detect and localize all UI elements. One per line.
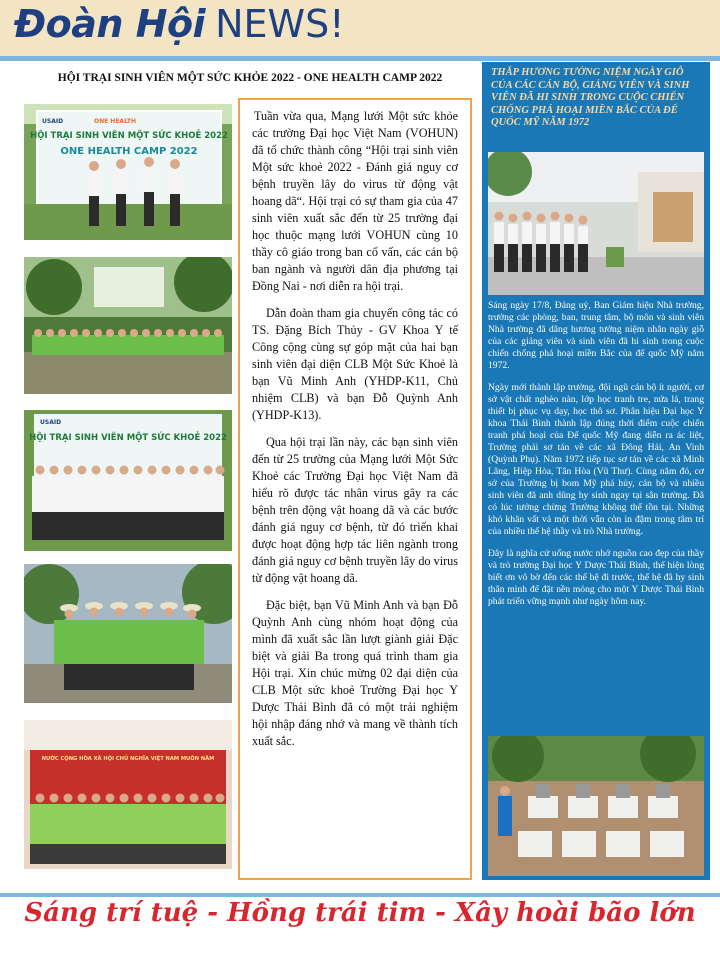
svg-text:USAID: USAID <box>40 419 62 426</box>
right-article-body <box>488 300 704 618</box>
camp-photo-5 <box>24 720 232 869</box>
photo3-banner: HỘI TRẠI SINH VIÊN MỘT SỨC KHOẺ 2022 <box>29 433 227 443</box>
news-label: NEWS! <box>215 2 345 46</box>
left-paragraph-4: Đặc biệt, bạn Vũ Minh Anh và bạn Đỗ Quỳnh Anh cùng nhóm hoạt động của mình đã xuất sắc lần lượt giành giải Đặc biệt và giải Ba trong quá trình tham gia Hội trại. Xin chúc mừng 02 đại diện của CLB Một sức khoẻ Trường Đại học Y Dược Thái Bình đã có một trải nghiệm hội nhập đáng nhớ và mang về thành tích xuất sắc. <box>252 598 458 748</box>
camp-photo-3 <box>24 410 232 551</box>
right-paragraph-1: Sáng ngày 17/8, Đảng uỷ, Ban Giám hiệu Nhà trường, trưởng các phòng, ban, trung tâm, bộ môn và sinh viên Nhà trường đã dâng hương tưởng niệm nhân ngày giỗ của các giảng viên và sinh viên đã hi sinh trong cuộc chiến chống phá hoại miền Bắc của đế quốc Mỹ năm 1972. <box>488 300 704 371</box>
svg-text:ONE HEALTH: ONE HEALTH <box>94 118 137 125</box>
cemetery-photo <box>488 736 704 876</box>
masthead-title <box>14 2 344 46</box>
right-paragraph-3: Đây là nghĩa cử uống nước nhớ nguồn cao đẹp của thầy và trò trường Đại học Y Dược Thái Bình, thể hiện lòng biết ơn vô bờ đến các thế hệ đi trước, thế hệ đã hy sinh thân mình để đặt nền móng cho một Y Dược Thái Bình phát triển vững mạnh như ngày hôm nay. <box>488 548 704 607</box>
left-article-body <box>238 98 472 880</box>
left-paragraph-1: Tuần vừa qua, Mạng lưới Một sức khỏe các trường Đại học Việt Nam (VOHUN) đã tổ chức thành công “Hội trại sinh viên Một sức khoẻ 2022 - Đánh giá nguy cơ bệnh truyền lây do virus từ động vật hoang dã“. Hội trại có sự tham gia của 47 sinh viên xuất sắc đến từ 25 trường đại học thuộc mạng lưới VOHUN cùng 10 thầy cô giáo trong ban cố vấn, các cán bộ ban ngành và người dân địa phương tại Đồng Nai - nơi diễn ra hội trại. <box>252 109 458 293</box>
left-article-title: HỘI TRẠI SINH VIÊN MỘT SỨC KHỎE 2022 - ONE HEALTH CAMP 2022 <box>57 72 443 84</box>
camp-photo-2 <box>24 257 232 394</box>
header-divider <box>0 56 720 61</box>
footer-divider <box>0 893 720 897</box>
photo1-subbanner: ONE HEALTH CAMP 2022 <box>60 146 198 157</box>
svg-text:USAID: USAID <box>42 118 64 125</box>
photo5-banner: NƯỚC CỘNG HÒA XÃ HỘI CHỦ NGHĨA VIỆT NAM MUÔN NĂM <box>41 756 215 762</box>
camp-photo-1 <box>24 104 232 240</box>
right-paragraph-2: Ngày mới thành lập trường, đội ngũ cán bộ ít người, cơ sở vật chất nghèo nàn, lớp học tranh tre, nứa lá, trang thiết bị phục vụ dạy, học thô sơ. Phân hiệu Đại học Y khoa Thái Bình thành lập đúng thời điểm cuộc chiến tranh phá hoại của Đế quốc Mỹ đang diễn ra ác liệt, Trường phải sơ tán về các xã Đông Hải, An Vinh (Quỳnh Phụ). Năm 1972 tiếp tục sơ tán về các xã Minh Lãng, Hiệp Hòa, Tân Hòa (Vũ Thư). Cùng năm đó, cơ sở của Trường bị bom Mỹ phá hủy, cán bộ và nhiều sinh viên đã anh dũng hy sinh ngay tại sân trường. Đã có lúc tưởng chừng Trường không thể tồn tại. Những khó khăn vất vả một thời vẫn còn in đậm trong tâm trí của nhiều thế hệ thầy và trò Nhà trường. <box>488 382 704 537</box>
left-paragraph-2: Dẫn đoàn tham gia chuyến công tác có TS. Đặng Bích Thủy - GV Khoa Y tế Công cộng cùng sự góp mặt của hai bạn sinh viên đại diện CLB Một Sức Khoẻ là bạn Vũ Minh Anh (YHDP-K11, Chủ nhiệm CLB) và bạn Đỗ Quỳnh Anh (YHDP-K13). <box>252 306 458 422</box>
footer-slogan: Sáng trí tuệ - Hồng trái tim - Xây hoài bão lớn <box>24 898 696 928</box>
brand-name: Đoàn Hội <box>14 2 206 46</box>
left-paragraph-3: Qua hội trại lần này, các bạn sinh viên đến từ 25 trường của Mạng lưới Một Sức Khoẻ các Trường Đại học Việt Nam đã hiểu rõ được tác nhân virus gây ra các bệnh trên động vật hoang dã và các bước đánh giá nguy cơ bệnh, từ đó triển khai được hoạt động hợp tác liên ngành trong đánh giá nguy cơ bệnh truyền lây do virus từ động vật hoang dã. <box>252 435 458 585</box>
camp-photo-4 <box>24 564 232 703</box>
masthead <box>0 0 720 56</box>
photo1-banner: HỘI TRẠI SINH VIÊN MỘT SỨC KHOẺ 2022 <box>30 131 228 141</box>
right-article-title: THẮP HƯƠNG TƯỞNG NIỆM NGÀY GIỖ CỦA CÁC CÁN BỘ, GIẢNG VIÊN VÀ SINH VIÊN ĐÃ HI SINH TRONG CUỘC CHIẾN CHỐNG PHÁ HOẠI MIỀN BẮC CỦA ĐẾ QUỐC MỸ NĂM 1972 <box>491 67 690 128</box>
memorial-photo <box>488 152 704 295</box>
